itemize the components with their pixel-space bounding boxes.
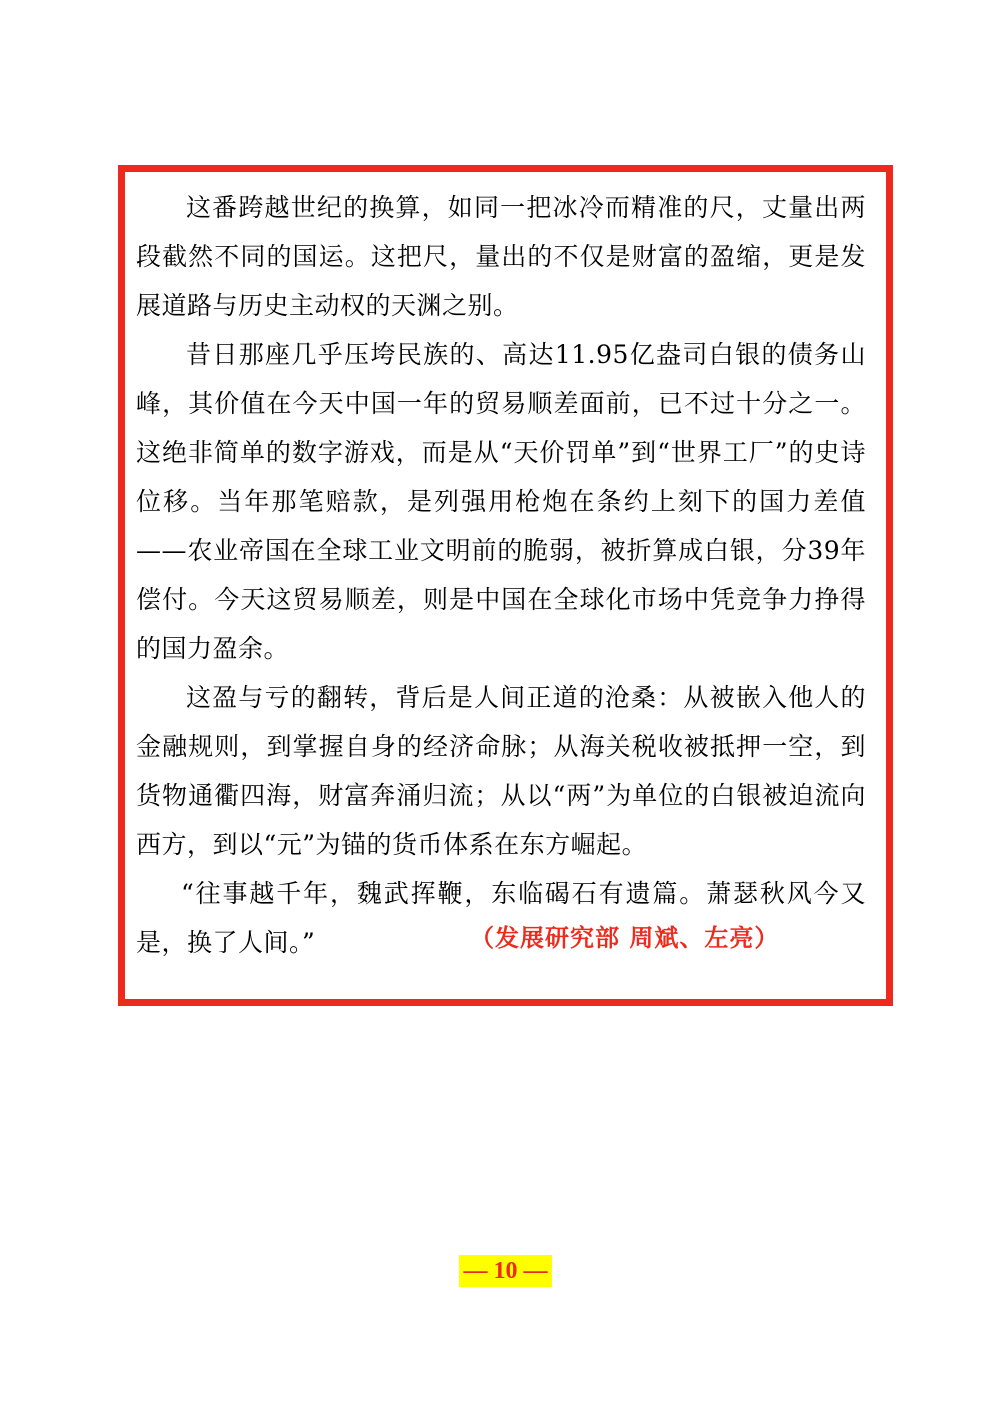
author-signature: （发展研究部 周斌、左亮） — [470, 923, 780, 952]
page-number: — 10 — — [459, 1255, 552, 1287]
paragraph-4-quote: “往事越千年，魏武挥鞭，东临碣石有遗篇。萧瑟秋风今又是，换了人间。” — [136, 879, 866, 957]
article-body — [136, 183, 866, 967]
paragraph-3: 这盈与亏的翻转，背后是人间正道的沧桑：从被嵌入他人的金融规则，到掌握自身的经济命脉；从海关税收被抵押一空，到货物通衢四海，财富奔涌归流；从以“两”为单位的白银被迫流向西方，到以“元”为锚的货币体系在东方崛起。 — [136, 683, 866, 859]
paragraph-2: 昔日那座几乎压垮民族的、高达11.95亿盎司白银的债务山峰，其价值在今天中国一年的贸易顺差面前，已不过十分之一。这绝非简单的数字游戏，而是从“天价罚单”到“世界工厂”的史诗位移。当年那笔赔款，是列强用枪炮在条约上刻下的国力差值——农业帝国在全球工业文明前的脆弱，被折算成白银，分39年偿付。今天这贸易顺差，则是中国在全球化市场中凭竞争力挣得的国力盈余。 — [136, 340, 866, 663]
paragraph-1: 这番跨越世纪的换算，如同一把冰冷而精准的尺，丈量出两段截然不同的国运。这把尺，量出的不仅是财富的盈缩，更是发展道路与历史主动权的天渊之别。 — [136, 193, 866, 320]
